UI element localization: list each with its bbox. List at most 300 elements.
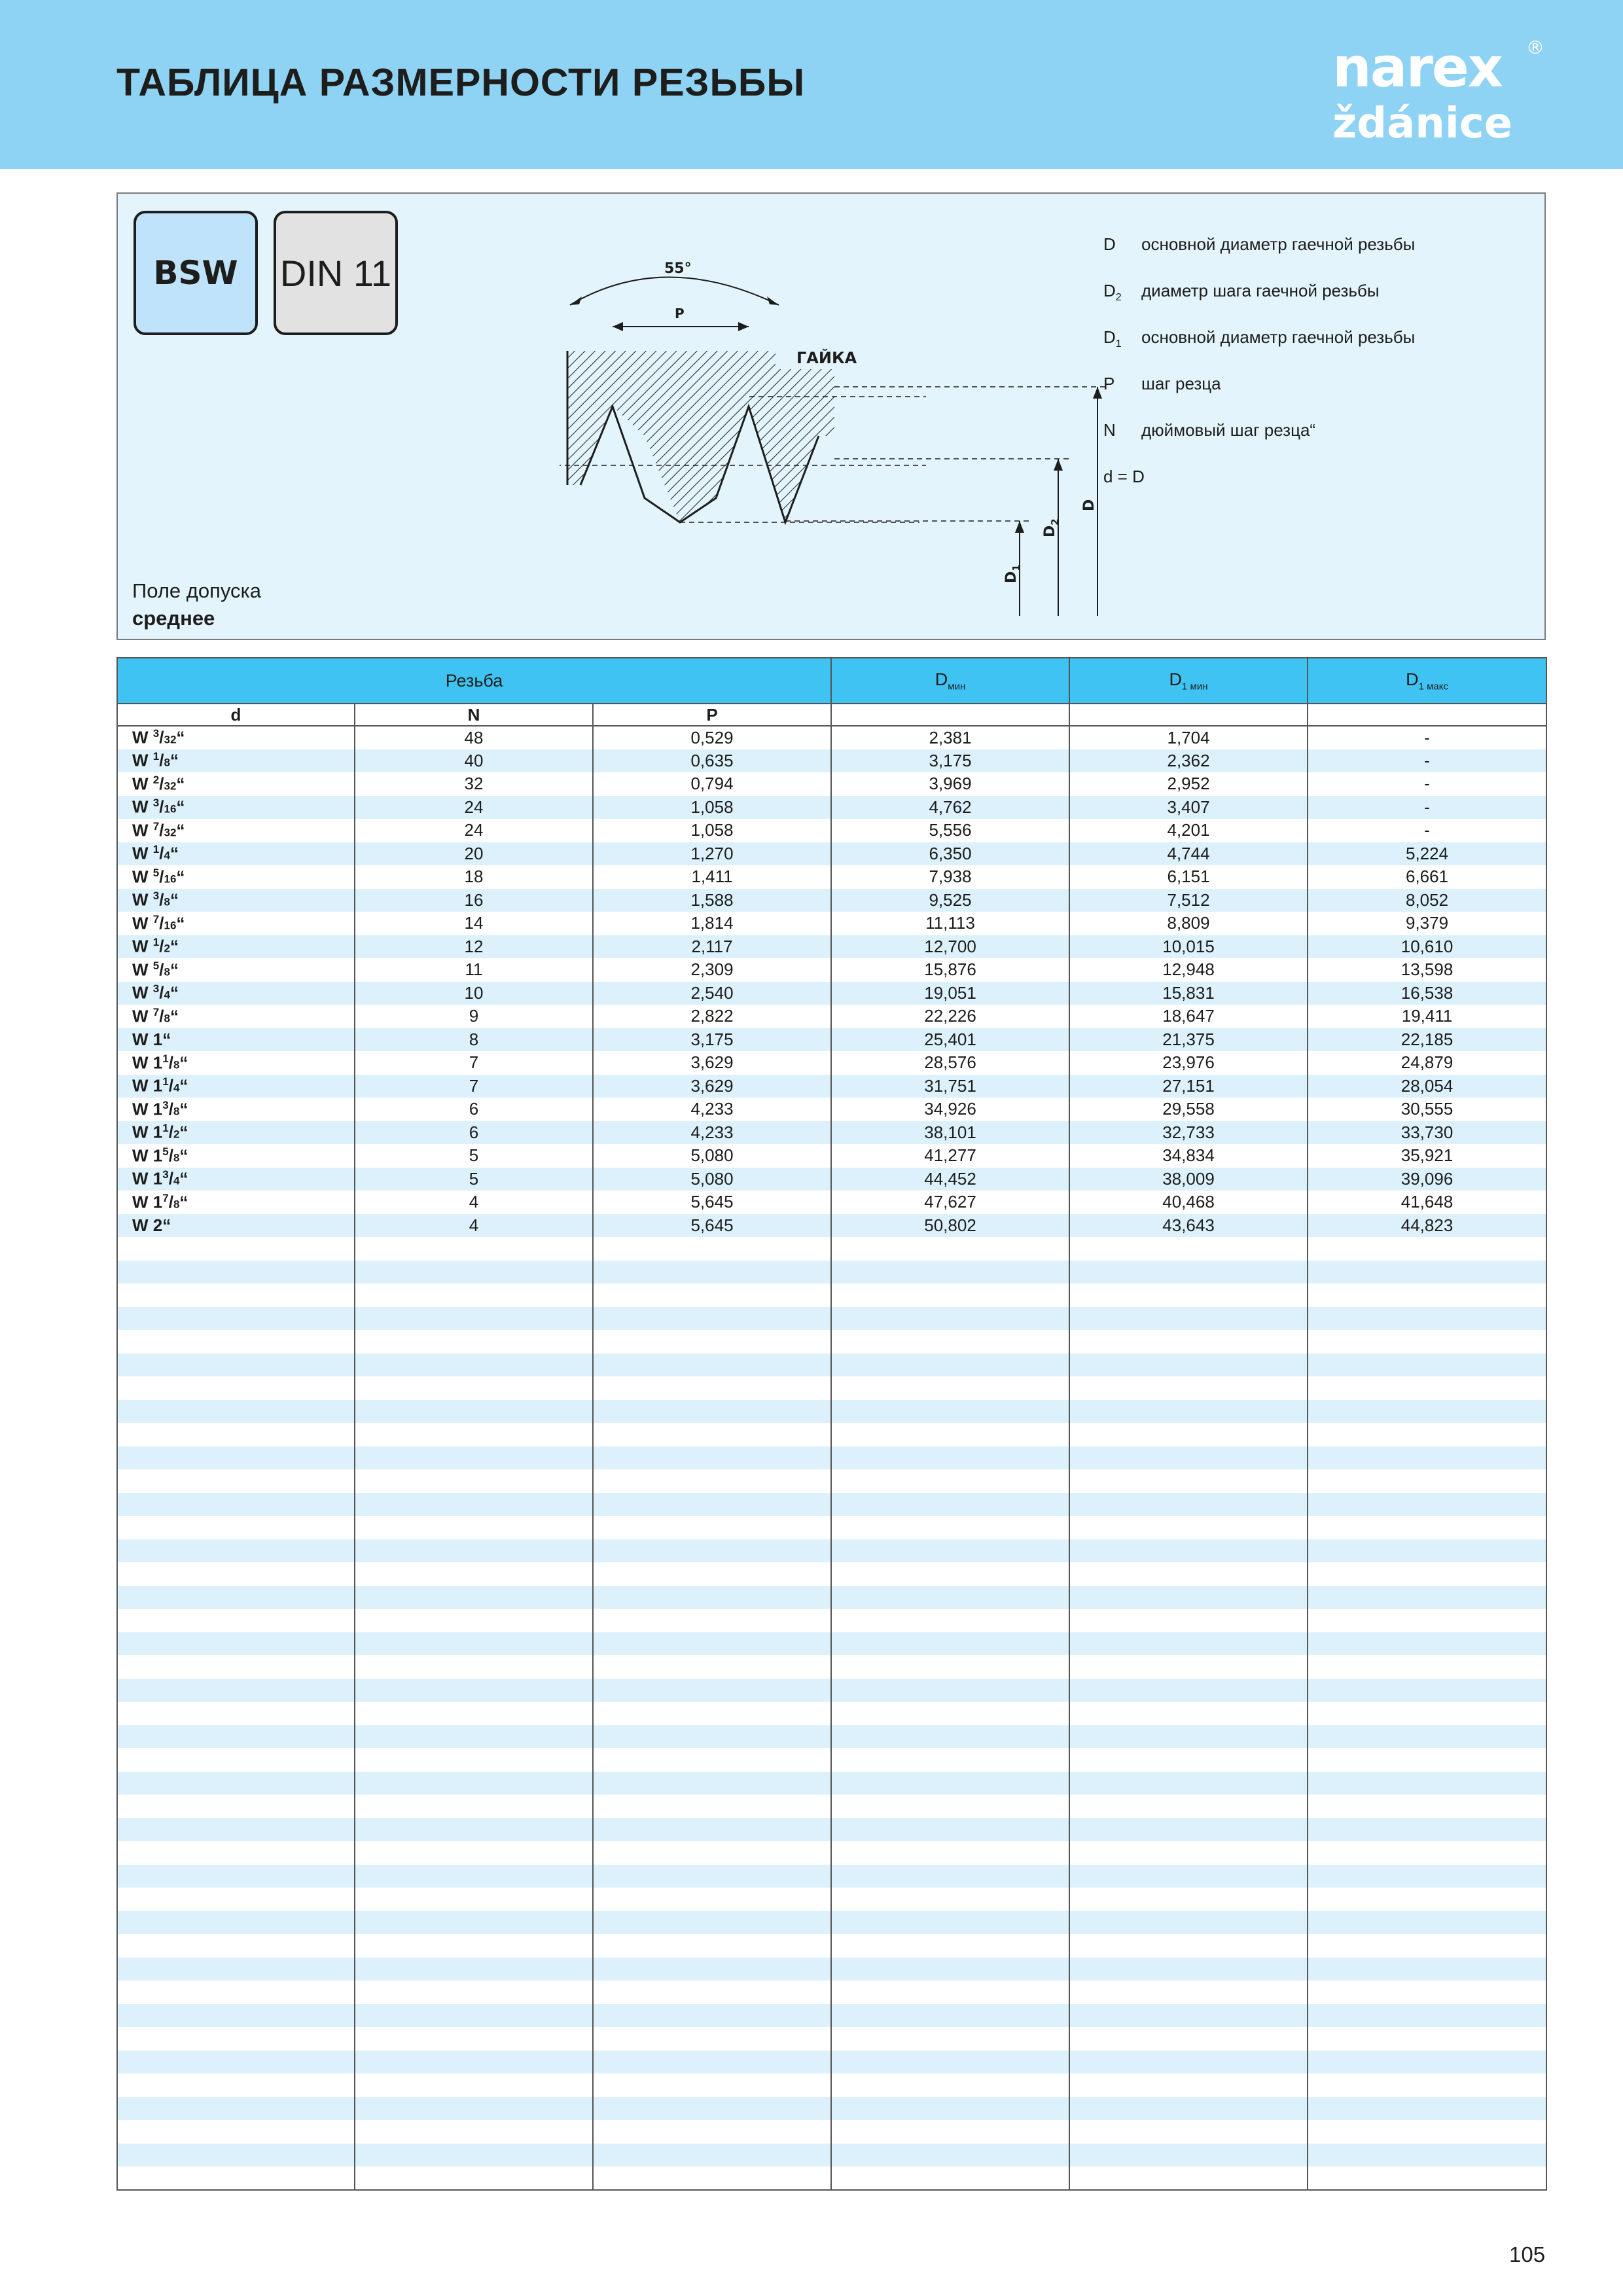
cell-p: 4,233	[593, 1121, 831, 1145]
cell-d1max	[1308, 1307, 1546, 1331]
cell-d1max: -	[1308, 772, 1546, 796]
cell-dmin: 41,277	[831, 1144, 1069, 1168]
cell-d1max	[1308, 1562, 1546, 1586]
cell-p: 1,814	[593, 912, 831, 935]
cell-thread-designation	[117, 1609, 355, 1632]
table-row	[117, 2097, 1546, 2121]
thread-size-denominator: 4	[164, 989, 170, 1002]
cell-n	[355, 1911, 593, 1935]
dim-pitch-arrow	[1054, 459, 1063, 471]
dim-d1-main: D	[1003, 571, 1020, 583]
cell-n	[355, 1958, 593, 1981]
cell-dmin: 47,627	[831, 1191, 1069, 1214]
thread-size-numerator: 1	[162, 1122, 169, 1135]
cell-thread-designation: W 1“	[117, 1028, 355, 1052]
thread-prefix: W	[132, 1122, 149, 1143]
cell-d1max	[1308, 1446, 1546, 1470]
thread-size-whole: 1	[152, 1192, 163, 1212]
cell-d1min: 4,744	[1069, 842, 1308, 866]
thread-size-numerator: 5	[162, 1145, 169, 1158]
pitch-label: P	[675, 306, 685, 321]
tolerance-label: Поле допуска	[132, 579, 262, 602]
cell-p	[593, 1423, 831, 1446]
cell-d1max: 16,538	[1308, 982, 1546, 1005]
cell-thread-designation: W $^3$/8“	[117, 889, 355, 912]
cell-d1min: 32,733	[1069, 1121, 1308, 1145]
cell-p: 1,270	[593, 842, 831, 866]
table-row	[117, 1841, 1546, 1865]
cell-n	[355, 2120, 593, 2144]
cell-d1max: 28,054	[1308, 1075, 1546, 1098]
cell-thread-designation	[117, 2166, 355, 2190]
cell-n	[355, 1446, 593, 1470]
cell-p: 0,794	[593, 772, 831, 796]
cell-dmin	[831, 1772, 1069, 1795]
thread-size-denominator: 4	[173, 1175, 180, 1188]
header-dmin-sub: мин	[948, 681, 966, 692]
cell-thread-designation	[117, 2073, 355, 2097]
dimension-lines	[560, 223, 1162, 616]
cell-thread-designation	[117, 1237, 355, 1261]
dim-outer-arrow	[1093, 387, 1102, 399]
cell-dmin	[831, 1562, 1069, 1586]
header-dmin-main: D	[935, 669, 948, 689]
cell-d1min: 34,834	[1069, 1144, 1308, 1168]
table-row	[117, 1168, 1546, 1191]
cell-d1min	[1069, 1934, 1308, 1958]
cell-thread-designation	[117, 1981, 355, 2004]
cell-p	[593, 2073, 831, 2097]
cell-p	[593, 1888, 831, 1911]
thread-size-denominator: 16	[164, 872, 177, 886]
cell-d1min	[1069, 2004, 1308, 2028]
table-row	[117, 1469, 1546, 1493]
cell-dmin	[831, 1911, 1069, 1935]
cell-n	[355, 1795, 593, 1818]
cell-thread-designation	[117, 1283, 355, 1307]
cell-p	[593, 1307, 831, 1331]
cell-p: 2,309	[593, 958, 831, 982]
cell-d1max	[1308, 1516, 1546, 1539]
cell-d1min: 12,948	[1069, 958, 1308, 982]
cell-n	[355, 1307, 593, 1331]
thread-size-whole: 1	[152, 1076, 163, 1096]
legend-symbol-sub: 2	[1115, 292, 1122, 304]
table-row	[117, 912, 1546, 935]
cell-dmin: 4,762	[831, 796, 1069, 819]
cell-d1min: 2,952	[1069, 772, 1308, 796]
cell-d1max	[1308, 1795, 1546, 1818]
cell-d1max	[1308, 1283, 1546, 1307]
cell-n: 4	[355, 1214, 593, 1238]
cell-n	[355, 1586, 593, 1609]
cell-n	[355, 1354, 593, 1377]
cell-dmin: 3,175	[831, 749, 1069, 773]
table-row	[117, 1818, 1546, 1842]
subheader-d: d	[117, 704, 355, 726]
table-row	[117, 1748, 1546, 1772]
cell-thread-designation	[117, 1261, 355, 1284]
legend-description: дюймовый шаг резца“	[1141, 420, 1316, 440]
cell-d1max	[1308, 1376, 1546, 1400]
table-row	[117, 889, 1546, 912]
table-row	[117, 1702, 1546, 1725]
cell-d1min: 10,015	[1069, 935, 1308, 959]
subheader-empty	[831, 704, 1069, 726]
cell-d1min: 1,704	[1069, 726, 1308, 749]
dim-inner-arrow	[1015, 521, 1024, 533]
cell-dmin	[831, 1818, 1069, 1842]
thread-size-numerator: 1	[152, 843, 160, 856]
cell-n	[355, 2004, 593, 2028]
legend-row	[1103, 374, 1522, 420]
cell-thread-designation	[117, 1865, 355, 1888]
thread-size-denominator: 2	[173, 1128, 180, 1141]
thread-prefix: W	[132, 1076, 149, 1096]
header-thread-group: Резьба	[117, 658, 831, 704]
table-row	[117, 726, 1546, 749]
legend-symbol	[1103, 374, 1141, 394]
cell-thread-designation: W $1^1/8“$	[117, 1051, 355, 1075]
thread-size-numerator: 1	[152, 750, 160, 763]
cell-d1max	[1308, 1702, 1546, 1725]
cell-thread-designation	[117, 2051, 355, 2074]
cell-n	[355, 1330, 593, 1354]
cell-dmin	[831, 1679, 1069, 1702]
cell-n	[355, 2144, 593, 2167]
thread-size-denominator: 8	[173, 1151, 180, 1164]
thread-size-denominator: 8	[164, 1012, 170, 1025]
cell-p	[593, 2120, 831, 2144]
table-row	[117, 1586, 1546, 1609]
cell-p: 5,645	[593, 1214, 831, 1238]
legend-symbol-main: P	[1103, 374, 1115, 393]
cell-d1max	[1308, 1818, 1546, 1842]
cell-thread-designation: W $^3$/32“	[117, 726, 355, 749]
cell-dmin: 11,113	[831, 912, 1069, 935]
cell-n	[355, 1609, 593, 1632]
cell-d1max	[1308, 1655, 1546, 1679]
legend-symbol-main: d = D	[1103, 467, 1145, 486]
cell-d1min	[1069, 1261, 1308, 1284]
table-row	[117, 1191, 1546, 1214]
cell-dmin	[831, 1748, 1069, 1772]
cell-n: 48	[355, 726, 593, 749]
cell-p	[593, 2051, 831, 2074]
thread-prefix: W	[132, 1099, 149, 1119]
cell-dmin: 34,926	[831, 1098, 1069, 1121]
cell-n: 8	[355, 1028, 593, 1052]
cell-dmin: 7,938	[831, 865, 1069, 889]
cell-d1min: 18,647	[1069, 1005, 1308, 1028]
cell-thread-designation: W $1^5/8“$	[117, 1144, 355, 1168]
cell-thread-designation	[117, 1586, 355, 1609]
cell-n	[355, 1539, 593, 1563]
cell-n	[355, 1934, 593, 1958]
cell-d1min	[1069, 2027, 1308, 2051]
thread-prefix: W	[132, 751, 149, 771]
narex-logo	[1329, 39, 1551, 151]
table-row	[117, 982, 1546, 1005]
cell-d1max	[1308, 1981, 1546, 2004]
cell-p: 3,175	[593, 1028, 831, 1052]
cell-thread-designation	[117, 1795, 355, 1818]
cell-d1min	[1069, 2120, 1308, 2144]
cell-p	[593, 1400, 831, 1424]
thread-size-denominator: 8	[173, 1198, 180, 1211]
table-row	[117, 749, 1546, 773]
table-row	[117, 1609, 1546, 1632]
cell-d1max	[1308, 1958, 1546, 1981]
cell-d1min	[1069, 1586, 1308, 1609]
thread-size-denominator: 8	[164, 757, 170, 770]
cell-thread-designation: W $^7$/8“	[117, 1005, 355, 1028]
cell-d1min: 6,151	[1069, 865, 1308, 889]
cell-thread-designation	[117, 2027, 355, 2051]
cell-dmin	[831, 1888, 1069, 1911]
thread-size-whole: 1	[152, 1122, 163, 1143]
cell-d1max: 9,379	[1308, 912, 1546, 935]
dim-d2-main: D	[1042, 525, 1058, 537]
cell-n	[355, 1772, 593, 1795]
cell-n	[355, 1632, 593, 1656]
thread-size-numerator: 3	[152, 982, 160, 996]
cell-p	[593, 1446, 831, 1470]
cell-n	[355, 1748, 593, 1772]
table-row	[117, 2051, 1546, 2074]
thread-size-numerator: 3	[152, 727, 160, 740]
dim-d2-label	[1042, 518, 1061, 537]
thread-size-denominator: 8	[164, 896, 170, 909]
table-row	[117, 1888, 1546, 1911]
cell-thread-designation	[117, 1330, 355, 1354]
cell-dmin: 19,051	[831, 982, 1069, 1005]
table-row	[117, 1028, 1546, 1052]
cell-dmin	[831, 1446, 1069, 1470]
cell-p: 5,080	[593, 1144, 831, 1168]
cell-p	[593, 1841, 831, 1865]
table-row	[117, 1144, 1546, 1168]
cell-p	[593, 1237, 831, 1261]
thread-prefix: W	[132, 1192, 149, 1212]
cell-d1max	[1308, 1354, 1546, 1377]
cell-n	[355, 2073, 593, 2097]
cell-p	[593, 2097, 831, 2121]
legend-symbol-sub: 1	[1115, 338, 1122, 350]
cell-n	[355, 1261, 593, 1284]
thread-prefix: W	[132, 844, 149, 864]
cell-dmin: 31,751	[831, 1075, 1069, 1098]
cell-p: 1,058	[593, 819, 831, 842]
cell-dmin	[831, 1795, 1069, 1818]
cell-d1max	[1308, 1725, 1546, 1749]
table-row	[117, 1400, 1546, 1424]
table-row	[117, 819, 1546, 842]
legend-row	[1103, 281, 1522, 327]
cell-d1min	[1069, 1307, 1308, 1331]
table-row	[117, 1516, 1546, 1539]
cell-p	[593, 2004, 831, 2028]
header-d1max-sub: 1 макс	[1418, 681, 1448, 692]
cell-d1min	[1069, 1911, 1308, 1935]
cell-p: 1,058	[593, 796, 831, 819]
cell-p	[593, 1376, 831, 1400]
cell-dmin: 44,452	[831, 1168, 1069, 1191]
table-row	[117, 2166, 1546, 2190]
cell-p	[593, 1283, 831, 1307]
cell-d1max: 10,610	[1308, 935, 1546, 959]
din-badge: DIN 11	[274, 211, 398, 335]
legend-symbol-main: N	[1103, 420, 1116, 440]
cell-dmin	[831, 2004, 1069, 2028]
cell-n: 20	[355, 842, 593, 866]
cell-thread-designation	[117, 2097, 355, 2121]
cell-d1max	[1308, 2073, 1546, 2097]
cell-thread-designation	[117, 1562, 355, 1586]
cell-dmin	[831, 1539, 1069, 1563]
legend-symbol	[1103, 467, 1145, 487]
cell-thread-designation	[117, 1934, 355, 1958]
page-number: 105	[1509, 2242, 1546, 2267]
thread-size-numerator: 7	[162, 1191, 169, 1204]
cell-dmin	[831, 2120, 1069, 2144]
cell-p	[593, 1725, 831, 1749]
table-row	[117, 1632, 1546, 1656]
table-row	[117, 1283, 1546, 1307]
cell-n: 40	[355, 749, 593, 773]
cell-thread-designation	[117, 1748, 355, 1772]
cell-d1max	[1308, 1748, 1546, 1772]
cell-d1max: 39,096	[1308, 1168, 1546, 1191]
cell-d1max: -	[1308, 726, 1546, 749]
cell-d1max	[1308, 2144, 1546, 2167]
cell-dmin: 5,556	[831, 819, 1069, 842]
cell-p	[593, 1493, 831, 1516]
legend-symbol	[1103, 234, 1141, 255]
subheader-empty	[1308, 704, 1546, 726]
cell-d1max	[1308, 1539, 1546, 1563]
cell-d1min	[1069, 2144, 1308, 2167]
header-band	[0, 0, 1623, 169]
header-dmin	[831, 658, 1069, 704]
cell-p: 5,080	[593, 1168, 831, 1191]
table-row	[117, 1493, 1546, 1516]
thread-size-denominator: 2	[164, 942, 170, 956]
cell-d1max: 6,661	[1308, 865, 1546, 889]
cell-d1max: 41,648	[1308, 1191, 1546, 1214]
cell-p: 3,629	[593, 1051, 831, 1075]
cell-d1max: 44,823	[1308, 1214, 1546, 1238]
angle-label: 55°	[664, 260, 692, 277]
cell-p	[593, 2144, 831, 2167]
cell-n	[355, 1516, 593, 1539]
cell-d1max	[1308, 1772, 1546, 1795]
cell-d1min	[1069, 1679, 1308, 1702]
cell-thread-designation: W $^7$/32“	[117, 819, 355, 842]
table-row	[117, 1330, 1546, 1354]
cell-n	[355, 1423, 593, 1446]
cell-d1min	[1069, 2166, 1308, 2190]
cell-n	[355, 1283, 593, 1307]
cell-p	[593, 2166, 831, 2190]
cell-thread-designation: W $^5$/16“	[117, 865, 355, 889]
cell-n	[355, 1818, 593, 1842]
cell-p	[593, 1539, 831, 1563]
cell-n: 11	[355, 958, 593, 982]
cell-d1max: 30,555	[1308, 1098, 1546, 1121]
cell-p	[593, 1818, 831, 1842]
logo-text-bottom: ždánice	[1332, 99, 1513, 148]
thread-size-whole: 1	[152, 1169, 163, 1189]
cell-d1max	[1308, 2120, 1546, 2144]
cell-p	[593, 1516, 831, 1539]
thread-size-numerator: 5	[152, 866, 160, 879]
table-row	[117, 1865, 1546, 1888]
cell-n	[355, 1841, 593, 1865]
cell-dmin: 6,350	[831, 842, 1069, 866]
cell-dmin: 15,876	[831, 958, 1069, 982]
cell-d1min: 15,831	[1069, 982, 1308, 1005]
thread-prefix: W	[132, 913, 149, 933]
cell-thread-designation	[117, 1911, 355, 1935]
cell-n: 12	[355, 935, 593, 959]
cell-dmin	[831, 1865, 1069, 1888]
thread-prefix: W	[132, 890, 149, 910]
cell-p	[593, 1655, 831, 1679]
table-row	[117, 1539, 1546, 1563]
thread-size-denominator: 8	[164, 965, 170, 978]
cell-d1max: 33,730	[1308, 1121, 1546, 1145]
thread-prefix: W	[132, 867, 149, 887]
cell-thread-designation: W $1^7/8“$	[117, 1191, 355, 1214]
cell-dmin	[831, 1725, 1069, 1749]
cell-thread-designation	[117, 1307, 355, 1331]
cell-thread-designation: W $^5$/8“	[117, 958, 355, 982]
cell-dmin	[831, 1934, 1069, 1958]
cell-thread-designation	[117, 1655, 355, 1679]
cell-dmin	[831, 1632, 1069, 1656]
table-row	[117, 1121, 1546, 1145]
cell-dmin	[831, 2144, 1069, 2167]
cell-thread-designation	[117, 1423, 355, 1446]
cell-dmin	[831, 1586, 1069, 1609]
cell-thread-designation	[117, 1469, 355, 1493]
cell-d1max: 5,224	[1308, 842, 1546, 866]
cell-d1min	[1069, 1400, 1308, 1424]
thread-prefix: W	[132, 774, 149, 794]
legend-row	[1103, 420, 1522, 467]
table-row	[117, 2004, 1546, 2028]
thread-size-numerator: 2	[152, 773, 160, 786]
cell-d1max	[1308, 2004, 1546, 2028]
cell-p: 3,629	[593, 1075, 831, 1098]
cell-d1min	[1069, 1702, 1308, 1725]
table-subheader-row	[117, 704, 1546, 726]
cell-d1min: 3,407	[1069, 796, 1308, 819]
cell-dmin	[831, 1493, 1069, 1516]
legend-symbol	[1103, 420, 1141, 440]
legend-symbol	[1103, 281, 1141, 304]
cell-dmin	[831, 2073, 1069, 2097]
cell-d1min	[1069, 1469, 1308, 1493]
dim-d-label: D	[1081, 499, 1097, 511]
cell-dmin	[831, 1354, 1069, 1377]
cell-thread-designation	[117, 1354, 355, 1377]
thread-size-numerator: 3	[152, 889, 160, 903]
cell-dmin	[831, 1469, 1069, 1493]
cell-d1max	[1308, 1934, 1546, 1958]
thread-size-numerator: 7	[152, 1005, 160, 1018]
